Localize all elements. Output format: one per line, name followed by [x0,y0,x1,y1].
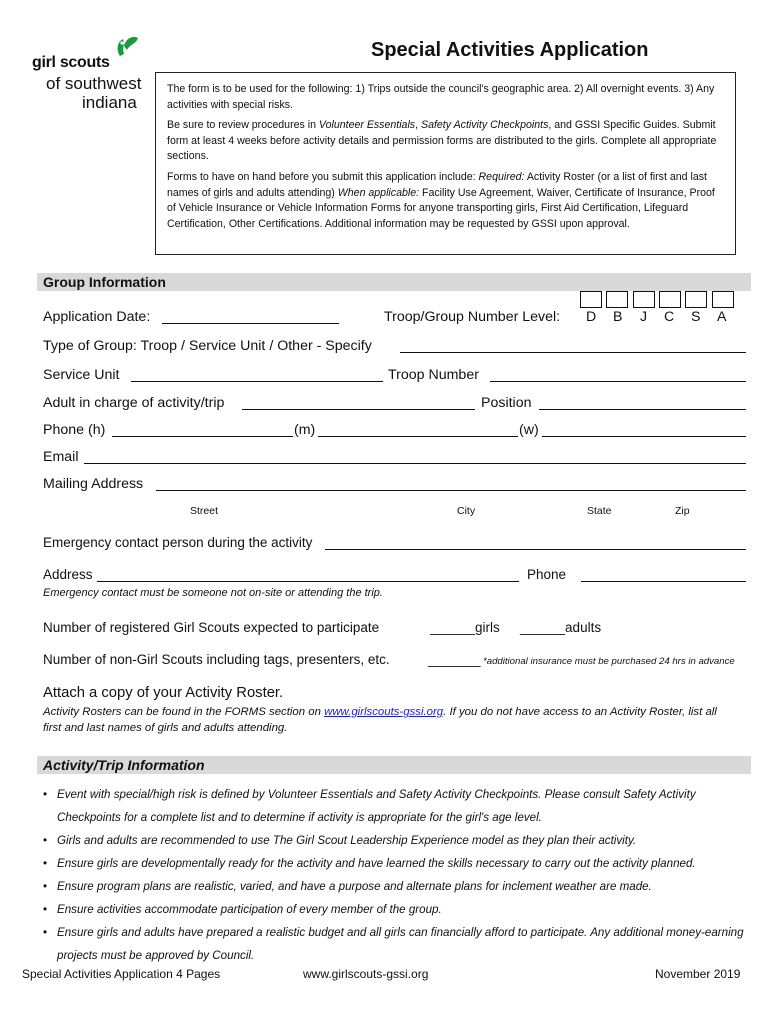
adult-in-charge-label: Adult in charge of activity/trip [43,395,225,411]
list-item: • Girls and adults are recommended to use The Girl Scout Leadership Experience model as they plan their activity. [43,829,753,852]
type-of-group-field[interactable] [400,339,746,353]
zip-caption: Zip [675,505,690,517]
position-label: Position [481,395,532,411]
phone-home-field[interactable] [112,423,293,437]
phone-home-label: Phone (h) [43,422,106,438]
emergency-note: Emergency contact must be someone not on-site or attending the trip. [43,587,383,599]
mailing-address-field[interactable] [156,477,746,491]
service-unit-label: Service Unit [43,367,120,383]
trefoil-icon [114,34,140,58]
application-date-label: Application Date: [43,309,151,325]
roster-link[interactable]: www.girlscouts-gssi.org [324,706,444,718]
mailing-address-label: Mailing Address [43,476,144,492]
level-checkbox[interactable] [685,291,707,308]
address-label: Address [43,567,93,582]
level-checkbox[interactable] [580,291,602,308]
instructions-box [155,72,736,255]
level-checkbox[interactable] [606,291,628,308]
roster-note: Activity Rosters can be found in the FORMS section on www.girlscouts-gssi.org. If you do not have access to an Activity Roster, list all first and last names of girls and adults attending. [43,706,717,734]
girls-count-field[interactable]: ______girls [430,620,500,635]
list-item: • Ensure girls and adults have prepared a realistic budget and all girls can financially afford to participate. Any additional money-earning projects must be approved by Council. [43,921,753,967]
type-of-group-label: Type of Group: Troop / Service Unit / Other - Specify [43,338,372,354]
email-field[interactable] [84,450,746,464]
non-girl-scouts-label: Number of non-Girl Scouts including tags, presenters, etc. [43,652,390,667]
adult-in-charge-field[interactable] [242,396,475,410]
logo-text: girl scouts [32,54,110,71]
level-letter: D [586,309,597,325]
level-checkbox[interactable] [633,291,655,308]
level-checkbox[interactable] [659,291,681,308]
phone-work-label: (w) [519,422,539,438]
non-girl-scouts-field[interactable]: _______ [428,652,481,667]
instructions-paragraph: Be sure to review procedures in Volunteer Essentials, Safety Activity Checkpoints, and GSSI Specific Guides. Submit form at least 4 weeks before activity details and permission forms are distributed to the girls. Complete all appropriate sections. [167,119,717,163]
level-letter: S [691,309,701,325]
section-header-group: Group Information [37,273,751,291]
level-letter: B [613,309,623,325]
level-checkbox[interactable] [712,291,734,308]
instructions-paragraph: The form is to be used for the following: 1) Trips outside the council's geographic area. 2) All overnight events. 3) Any activities with special risks. [167,83,715,111]
troop-number-label: Troop Number [388,367,479,383]
application-date-field[interactable] [162,310,339,324]
section-header-activity: Activity/Trip Information [37,756,751,774]
list-item: • Ensure activities accommodate participation of every member of the group. [43,898,753,921]
phone-mobile-field[interactable] [318,423,518,437]
state-caption: State [587,505,612,517]
registered-scouts-label: Number of registered Girl Scouts expected to participate [43,620,380,635]
footer-left: Special Activities Application 4 Pages [22,967,221,981]
email-label: Email [43,449,79,465]
troop-level-label: Troop/Group Number Level: [384,309,561,325]
page-title: Special Activities Application [371,39,649,61]
list-item: • Ensure girls are developmentally ready for the activity and have learned the skills necessary to carry out the activity planned. [43,852,753,875]
phone-field[interactable] [581,568,746,582]
level-letter: J [640,309,648,325]
position-field[interactable] [539,396,746,410]
insurance-note: *additional insurance must be purchased 24 hrs in advance [483,656,735,667]
phone-work-field[interactable] [542,423,746,437]
phone-label: Phone [527,567,567,582]
street-caption: Street [190,505,219,517]
level-letter: C [664,309,675,325]
activity-guidelines-list [43,783,753,967]
list-item: • Event with special/high risk is defined by Volunteer Essentials and Safety Activity Checkpoints. Please consult Safety Activity Checkpoints for a complete list and to determine if activity is appropriate for the girl's age level. [43,783,753,829]
emergency-contact-field[interactable] [325,536,746,550]
address-field[interactable] [97,568,519,582]
attach-roster-heading: Attach a copy of your Activity Roster. [43,685,284,701]
list-item: • Ensure program plans are realistic, varied, and have a purpose and alternate plans for inclement weather are made. [43,875,753,898]
adults-count-field[interactable]: ______adults [520,620,602,635]
phone-mobile-label: (m) [294,422,316,438]
footer-date: November 2019 [655,967,741,981]
footer-url: www.girlscouts-gssi.org [303,967,429,981]
logo-text: indiana [82,93,137,112]
emergency-contact-label: Emergency contact person during the activity [43,535,313,550]
level-letter: A [717,309,727,325]
troop-number-field[interactable] [490,368,746,382]
city-caption: City [457,505,476,517]
service-unit-field[interactable] [131,368,383,382]
logo-text: of southwest [46,74,142,93]
instructions-paragraph: Forms to have on hand before you submit this application include: Required: Activity Roster (or a list of first and last names of girls and adults attending) When applicable: Facility Use Agreement, Waiver, Certificate of Insurance, Proof of Vehicle Insurance or Vehicle Information Forms for anyone transporting girls, First Aid Certification, Lifeguard Certification, Other Certifications. Additional information may be requested by GSSI upon approval. [167,170,715,230]
